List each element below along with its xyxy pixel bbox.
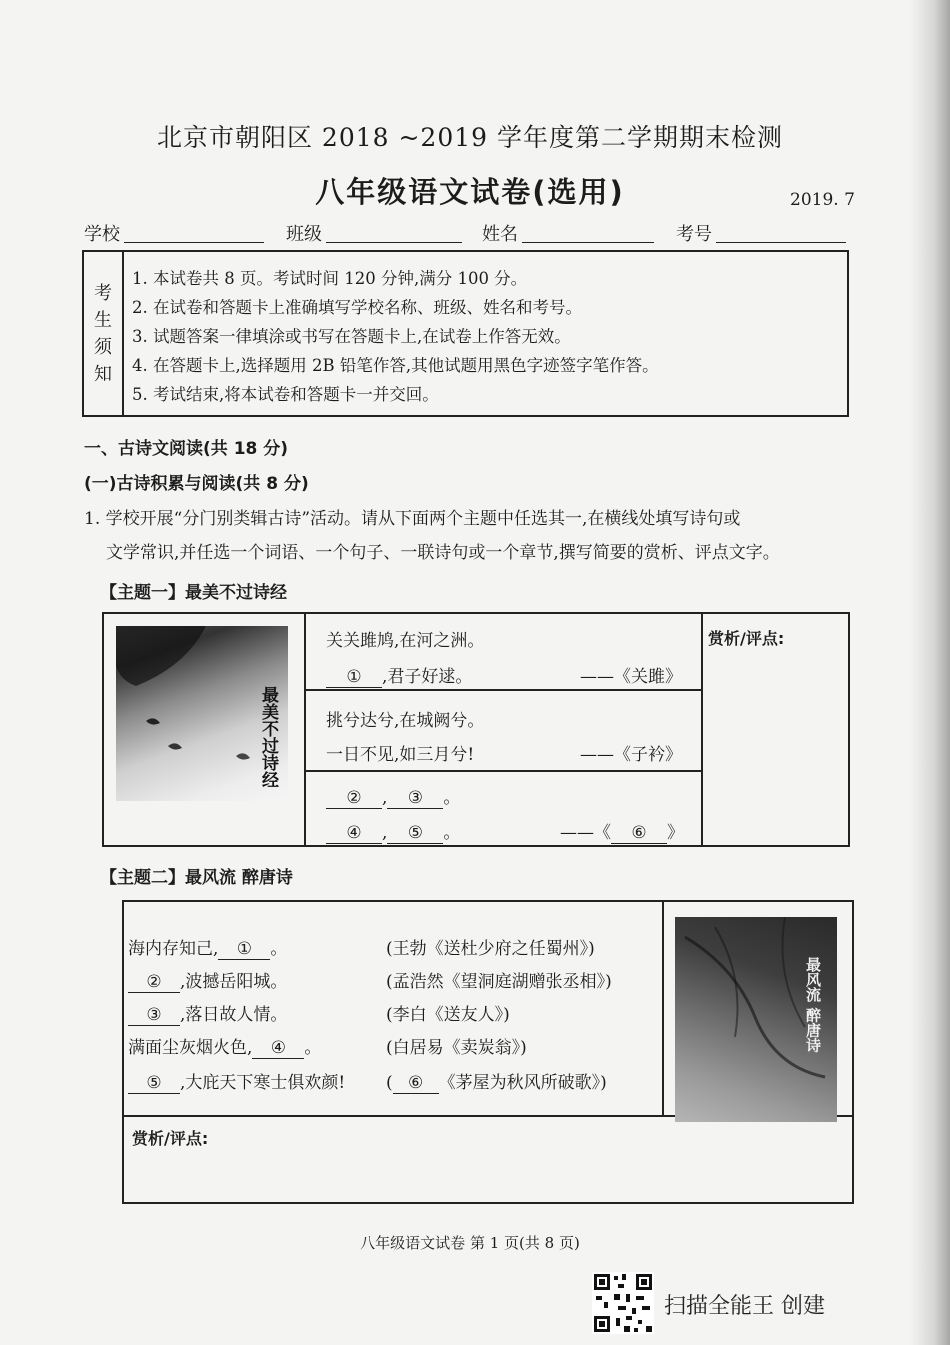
poem-line: 一日不见,如三月兮! [326,745,475,765]
punct: , [382,788,388,808]
notice-item: 2. 在试卷和答题卡上准确填写学校名称、班级、姓名和考号。 [132,298,582,317]
theme-2-comment-label: 赏析/评点: [132,1129,209,1148]
field-name-label: 姓名 [482,224,518,245]
punct: 。 [304,1038,322,1058]
notice-item: 1. 本试卷共 8 页。考试时间 120 分钟,满分 100 分。 [132,269,528,288]
theme-1-comment-label: 赏析/评点: [708,629,785,648]
answer-blank[interactable]: ④ [252,1038,304,1059]
poem-line [326,818,460,844]
notice-item: 3. 试题答案一律填涂或书写在答题卡上,在试卷上作答无效。 [132,327,571,346]
notice-item: 5. 考试结束,将本试卷和答题卡一并交回。 [132,385,439,404]
theme-1-title: 【主题一】最美不过诗经 [100,583,287,603]
poem-text: ,波撼岳阳城。 [180,972,288,992]
poem-line [128,1000,287,1026]
answer-blank[interactable]: ② [326,788,382,809]
poem-source: ——《关雎》 [580,667,682,687]
poem-source: (白居易《卖炭翁》) [386,1038,527,1058]
page-footer: 八年级语文试卷 第 1 页(共 8 页) [360,1234,580,1252]
book-cover-tangshi [675,917,837,1122]
answer-blank[interactable]: ⑤ [128,1073,180,1094]
answer-blank[interactable]: ④ [326,823,382,844]
punct: 。 [270,939,288,959]
notice-heading-char: 须 [94,336,112,358]
poem-line [128,1068,345,1094]
poem-text: 海内存知己, [128,939,219,959]
field-name-line[interactable] [522,242,654,243]
book-1-title: 最美不过诗经 [258,686,278,788]
poem-source [386,1068,607,1094]
candidate-notice-box [82,250,849,417]
poem-line [128,934,287,960]
poem-line: 挑兮达兮,在城阙兮。 [326,711,485,731]
field-class-label: 班级 [286,224,322,245]
book-2-title: 最风流 醉唐诗 [804,957,822,1053]
poem-line: 关关雎鸠,在河之洲。 [326,631,485,651]
answer-blank[interactable]: ③ [387,788,443,809]
answer-blank[interactable]: ① [326,667,382,688]
poem-line [326,783,460,809]
answer-blank[interactable]: ⑥ [611,823,667,844]
subsection-heading: (一)古诗积累与阅读(共 8 分) [84,474,309,494]
theme-2-title: 【主题二】最风流 醉唐诗 [100,868,293,888]
divider [662,902,664,1115]
answer-blank[interactable]: ② [128,972,180,993]
poem-line [128,967,287,993]
divider [701,614,703,845]
field-school-label: 学校 [84,224,120,245]
qr-code-icon [592,1272,654,1334]
divider [304,614,306,845]
exam-subtitle: 八年级语文试卷(选用) [315,175,625,209]
field-class-line[interactable] [326,242,462,243]
punct: ——《 [560,823,611,843]
poem-text: 满面尘灰烟火色, [128,1038,253,1058]
exam-date: 2019. 7 [790,190,855,210]
poem-source: (王勃《送杜少府之任蜀州》) [386,939,595,959]
punct: 。 [443,823,461,843]
poem-source: ——《子衿》 [580,745,682,765]
notice-heading-char: 知 [94,363,112,385]
divider [304,689,701,691]
exam-title: 北京市朝阳区 2018 ~2019 学年度第二学期期末检测 [156,123,784,152]
field-school-line[interactable] [124,242,264,243]
poem-line [326,662,472,688]
book-cover-shijing [116,626,288,801]
answer-blank[interactable]: ⑥ [393,1073,439,1094]
notice-heading-char: 考 [94,282,112,304]
poem-text: ,落日故人情。 [180,1005,288,1025]
poem-source [560,818,684,844]
field-id-line[interactable] [716,242,846,243]
punct: 》 [667,823,684,843]
notice-heading-char: 生 [94,309,112,331]
notice-list [132,264,659,409]
poem-line [128,1033,321,1059]
poem-source-text: 《茅屋为秋风所破歌》) [438,1073,607,1093]
question-1-line-2: 文学常识,并任选一个词语、一个句子、一联诗句或一个章节,撰写简要的赏析、评点文字。 [106,543,780,563]
poem-source: (孟浩然《望洞庭湖赠张丞相》) [386,972,612,992]
poem-text: ,君子好逑。 [382,667,473,687]
question-1-line-1: 1. 学校开展“分门别类辑古诗”活动。请从下面两个主题中任选其一,在横线处填写诗句或 [84,509,741,529]
notice-item: 4. 在答题卡上,选择题用 2B 铅笔作答,其他试题用黑色字迹签字笔作答。 [132,356,659,375]
field-id-label: 考号 [676,224,712,245]
answer-blank[interactable]: ③ [128,1005,180,1026]
notice-heading [84,252,124,415]
scanner-watermark: 扫描全能王 创建 [664,1294,825,1319]
poem-text: ,大庇天下寒士俱欢颜! [180,1073,346,1093]
punct: , [382,823,388,843]
punct: ( [386,1073,393,1093]
divider [304,770,701,772]
punct: 。 [443,788,461,808]
poem-source: (李白《送友人》) [386,1005,510,1025]
section-heading: 一、古诗文阅读(共 18 分) [84,439,289,459]
answer-blank[interactable]: ⑤ [387,823,443,844]
answer-blank[interactable]: ① [218,939,270,960]
